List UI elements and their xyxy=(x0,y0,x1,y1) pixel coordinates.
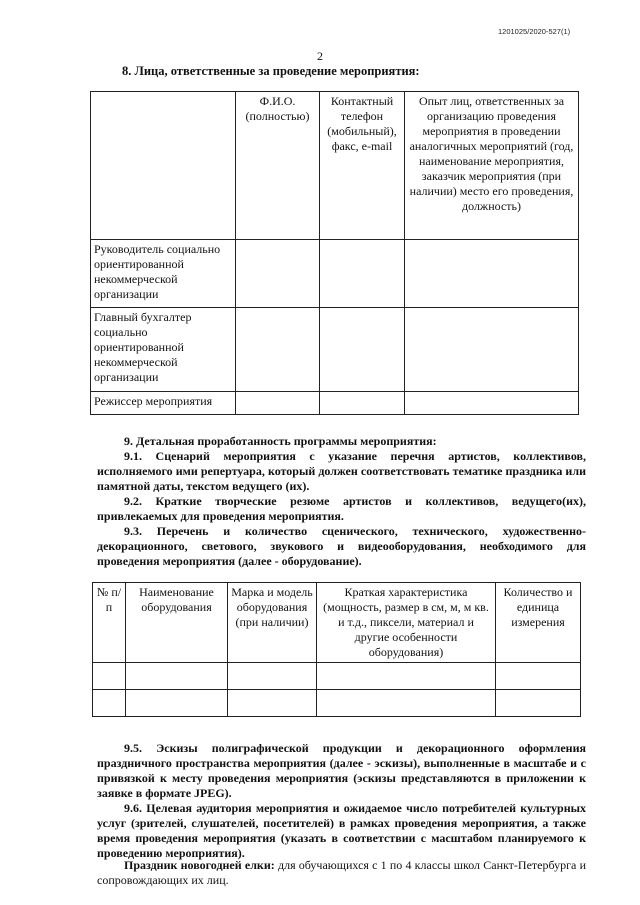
paragraph-9-5: 9.5. Эскизы полиграфической продукции и декорационного оформления праздничного пространства мероприятия (далее - эскизы), выполненные в масштабе и с привязкой к месту проведения мероприятия (эскизы представляются в приложении к заявке в формате JPEG). xyxy=(97,741,586,800)
table2-cell xyxy=(317,690,496,717)
table1-row-label: Режиссер мероприятия xyxy=(91,392,236,415)
table1-row-label: Главный бухгалтер социально ориентированной некоммерческой организации xyxy=(91,308,236,392)
table1-cell xyxy=(236,240,320,308)
table1-header-contacts: Контактный телефон (мобильный), факс, e-mail xyxy=(320,92,405,240)
table1-cell xyxy=(320,240,405,308)
table1-cell xyxy=(320,308,405,392)
paragraph-9-1: 9.1. Сценарий мероприятия с указание перечня артистов, коллективов, исполняемого ими репертуара, который должен соответствовать тематике праздника или памятной даты, текстом ведущего (их). xyxy=(97,449,586,493)
equipment-table xyxy=(92,582,581,717)
page-number: 2 xyxy=(317,49,323,63)
table2-cell xyxy=(228,663,317,690)
table2-header-model: Марка и модель оборудования (при наличии) xyxy=(228,583,317,663)
table2-cell xyxy=(93,663,126,690)
table1-row-label: Руководитель социально ориентированной некоммерческой организации xyxy=(91,240,236,308)
table2-header-description: Краткая характеристика (мощность, размер в см, м, м кв. и т.д., пиксели, материал и другие особенности оборудования) xyxy=(317,583,496,663)
table1-cell xyxy=(405,392,579,415)
table2-cell xyxy=(228,690,317,717)
table1-cell xyxy=(320,392,405,415)
final-paragraph-text: для обучающихся с 1 по 4 классы школ Санкт-Петербурга и сопровождающих их лиц. xyxy=(97,858,586,887)
table1-cell xyxy=(405,240,579,308)
responsible-persons-table xyxy=(90,91,579,415)
table2-cell xyxy=(496,663,581,690)
table2-header-number: № п/п xyxy=(93,583,126,663)
table2-header-quantity: Количество и единица измерения xyxy=(496,583,581,663)
table1-header-experience: Опыт лиц, ответственных за организацию проведения мероприятия в проведении аналогичных мероприятий (год, наименование мероприятия, заказчик мероприятия (при наличии) место его проведения, должность) xyxy=(405,92,579,240)
document-number: 1201025/2020-527(1) xyxy=(498,27,571,36)
table2-cell xyxy=(93,690,126,717)
paragraph-9-6: 9.6. Целевая аудитория мероприятия и ожидаемое число потребителей культурных услуг (зрителей, слушателей, посетителей) в рамках проведения мероприятия, а также время проведения мероприятия (указать в соответствии с масштабом планируемого к проведению мероприятия). xyxy=(97,801,586,860)
table2-cell xyxy=(126,690,228,717)
paragraph-9-3: 9.3. Перечень и количество сценического, технического, художественно-декорационного, светового, звукового и видеооборудования, необходимого для проведения мероприятия (далее - оборудование). xyxy=(97,524,586,568)
table2-cell xyxy=(126,663,228,690)
section-9-heading: 9. Детальная проработанность программы мероприятия: xyxy=(124,434,437,448)
table2-cell xyxy=(496,690,581,717)
final-paragraph-lead: Праздник новогодней елки: xyxy=(124,858,275,872)
paragraph-9-2: 9.2. Краткие творческие резюме артистов и коллективов, ведущего(их), привлекаемых для проведения мероприятия. xyxy=(97,494,586,523)
table1-cell xyxy=(405,308,579,392)
section-8-heading: 8. Лица, ответственные за проведение мероприятия: xyxy=(122,64,420,78)
table1-cell xyxy=(236,392,320,415)
table1-header-empty xyxy=(91,92,236,240)
table2-header-name: Наименование оборудования xyxy=(126,583,228,663)
table2-cell xyxy=(317,663,496,690)
table1-cell xyxy=(236,308,320,392)
table1-header-fio: Ф.И.О. (полностью) xyxy=(236,92,320,240)
final-paragraph xyxy=(97,858,586,888)
